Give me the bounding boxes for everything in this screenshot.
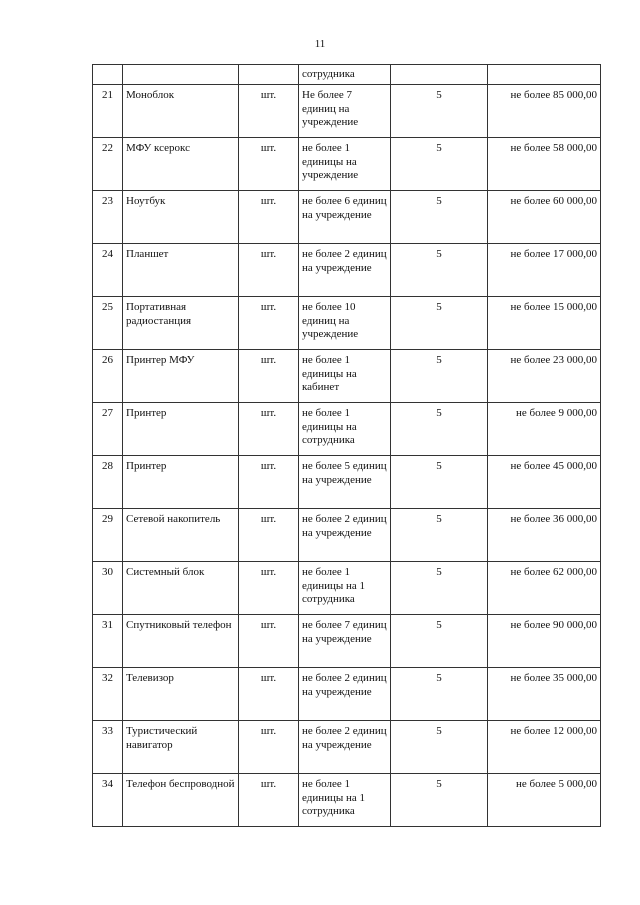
cell-name: Ноутбук [123,191,239,244]
cell-name: Принтер [123,456,239,509]
cell-quantity: не более 1 единицы на сотрудника [299,403,391,456]
cell-years: 5 [391,85,488,138]
cell-price: не более 15 000,00 [488,297,601,350]
cell-name: Планшет [123,244,239,297]
cell-name: Принтер МФУ [123,350,239,403]
cell-unit: шт. [239,456,299,509]
cell-years: 5 [391,774,488,827]
table-row [93,138,601,191]
cell-num: 31 [93,615,123,668]
cell-name: Системный блок [123,562,239,615]
cell-num: 27 [93,403,123,456]
cell-price: не более 58 000,00 [488,138,601,191]
cell-years [391,65,488,85]
cell-name: Сетевой накопитель [123,509,239,562]
cell-num: 25 [93,297,123,350]
cell-price: не более 90 000,00 [488,615,601,668]
cell-quantity: не более 6 единиц на учреждение [299,191,391,244]
cell-years: 5 [391,721,488,774]
cell-name: Принтер [123,403,239,456]
table-row [93,615,601,668]
table-row [93,350,601,403]
cell-num: 23 [93,191,123,244]
cell-quantity: не более 10 единиц на учреждение [299,297,391,350]
cell-unit: шт. [239,138,299,191]
continuation-row [93,65,601,85]
cell-quantity: не более 7 единиц на учреждение [299,615,391,668]
cell-unit: шт. [239,297,299,350]
cell-unit: шт. [239,615,299,668]
cell-num: 22 [93,138,123,191]
cell-name: Моноблок [123,85,239,138]
cell-price: не более 62 000,00 [488,562,601,615]
cell-quantity: не более 5 единиц на учреждение [299,456,391,509]
cell-years: 5 [391,456,488,509]
cell-unit: шт. [239,509,299,562]
cell-unit: шт. [239,350,299,403]
cell-name: Туристический навигатор [123,721,239,774]
cell-price: не более 36 000,00 [488,509,601,562]
cell-unit: шт. [239,403,299,456]
cell-price: не более 9 000,00 [488,403,601,456]
cell-years: 5 [391,562,488,615]
cell-name: Портативная радиостанция [123,297,239,350]
cell-num: 33 [93,721,123,774]
cell-years: 5 [391,191,488,244]
cell-quantity: не более 2 единиц на учреждение [299,721,391,774]
cell-name [123,65,239,85]
cell-num: 24 [93,244,123,297]
table-row [93,668,601,721]
cell-name: МФУ ксерокс [123,138,239,191]
cell-unit: шт. [239,85,299,138]
cell-quantity: не более 2 единиц на учреждение [299,509,391,562]
table-row [93,509,601,562]
cell-price: не более 35 000,00 [488,668,601,721]
cell-name: Телевизор [123,668,239,721]
cell-price [488,65,601,85]
cell-name: Спутниковый телефон [123,615,239,668]
equipment-norms-table [92,64,601,827]
cell-quantity: не более 1 единицы на кабинет [299,350,391,403]
cell-unit: шт. [239,562,299,615]
cell-quantity: не более 2 единиц на учреждение [299,668,391,721]
table-row [93,456,601,509]
table-row [93,85,601,138]
table-row [93,191,601,244]
cell-unit: шт. [239,244,299,297]
page-number: 11 [314,38,326,50]
cell-num: 32 [93,668,123,721]
table-row [93,244,601,297]
cell-price: не более 60 000,00 [488,191,601,244]
cell-quantity: Не более 7 единиц на учреждение [299,85,391,138]
cell-unit: шт. [239,191,299,244]
cell-price: не более 12 000,00 [488,721,601,774]
cell-years: 5 [391,615,488,668]
cell-price: не более 85 000,00 [488,85,601,138]
cell-years: 5 [391,403,488,456]
cell-price: не более 17 000,00 [488,244,601,297]
cell-unit [239,65,299,85]
cell-num: 28 [93,456,123,509]
cell-num: 21 [93,85,123,138]
cell-num: 30 [93,562,123,615]
cell-years: 5 [391,350,488,403]
cell-years: 5 [391,297,488,350]
cell-quantity: не более 1 единицы на учреждение [299,138,391,191]
cell-years: 5 [391,138,488,191]
cell-num: 26 [93,350,123,403]
table-row [93,721,601,774]
table-row [93,562,601,615]
cell-num: 29 [93,509,123,562]
cell-price: не более 23 000,00 [488,350,601,403]
cell-quantity: не более 1 единицы на 1 сотрудника [299,774,391,827]
cell-price: не более 5 000,00 [488,774,601,827]
cell-years: 5 [391,509,488,562]
cell-unit: шт. [239,721,299,774]
cell-price: не более 45 000,00 [488,456,601,509]
cell-num [93,65,123,85]
table-row [93,403,601,456]
table-body [93,65,601,827]
cell-num: 34 [93,774,123,827]
cell-quantity: сотрудника [299,65,391,85]
table-row [93,297,601,350]
cell-unit: шт. [239,774,299,827]
cell-name: Телефон беспроводной [123,774,239,827]
cell-unit: шт. [239,668,299,721]
cell-years: 5 [391,668,488,721]
cell-years: 5 [391,244,488,297]
cell-quantity: не более 1 единицы на 1 сотрудника [299,562,391,615]
table-row [93,774,601,827]
cell-quantity: не более 2 единиц на учреждение [299,244,391,297]
